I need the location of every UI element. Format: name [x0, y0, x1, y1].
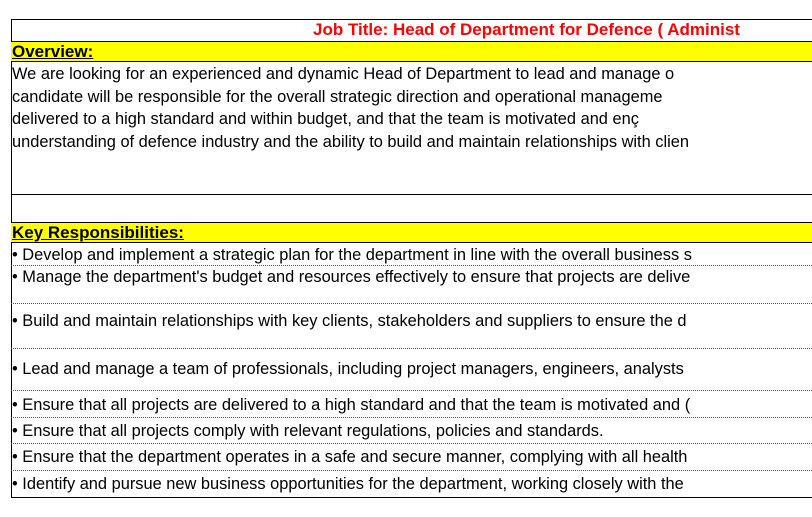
overview-line: candidate will be responsible for the overall strategic direction and operational manageme — [12, 87, 663, 106]
responsibility-item: • Lead and manage a team of professionals, including project managers, engineers, analysts — [12, 360, 684, 378]
responsibility-item-cell[interactable] — [11, 391, 812, 418]
job-title-text: Job Title: Head of Department for Defence ( Administ — [313, 20, 740, 39]
responsibility-item-cell[interactable] — [11, 349, 812, 391]
responsibility-item-cell[interactable] — [11, 471, 812, 498]
overview-text-cell[interactable] — [11, 62, 812, 195]
empty-cell[interactable] — [11, 195, 812, 222]
responsibilities-heading-cell[interactable] — [11, 222, 812, 243]
overview-line: We are looking for an experienced and dynamic Head of Department to lead and manage o — [12, 65, 675, 83]
overview-line: delivered to a high standard and within budget, and that the team is motivated and enç — [12, 110, 639, 129]
responsibility-item-cell[interactable] — [11, 304, 812, 349]
responsibility-item-cell[interactable] — [11, 418, 812, 444]
responsibilities-heading: Key Responsibilities: — [12, 223, 184, 242]
job-title-cell[interactable] — [11, 19, 812, 41]
responsibility-item-cell[interactable] — [11, 266, 812, 304]
responsibility-item: • Ensure that the department operates in a safe and secure manner, complying with all health — [12, 448, 688, 466]
responsibility-item: • Manage the department's budget and resources effectively to ensure that projects are delive — [12, 268, 691, 286]
overview-heading: Overview: — [12, 42, 94, 61]
responsibility-item-cell[interactable] — [11, 244, 812, 266]
responsibility-item: • Build and maintain relationships with key clients, stakeholders and suppliers to ensure the d — [12, 312, 687, 330]
responsibility-item: • Develop and implement a strategic plan for the department in line with the overall business s — [12, 246, 692, 264]
overview-heading-cell[interactable] — [11, 41, 812, 62]
responsibility-item: • Identify and pursue new business opportunities for the department, working closely with the — [12, 475, 684, 493]
responsibility-item: • Ensure that all projects are delivered to a high standard and that the team is motivated and ( — [12, 396, 691, 414]
responsibility-item: • Ensure that all projects comply with relevant regulations, policies and standards. — [12, 422, 604, 440]
responsibility-item-cell[interactable] — [11, 444, 812, 471]
overview-line: understanding of defence industry and the ability to build and maintain relationships with clien — [12, 132, 689, 151]
